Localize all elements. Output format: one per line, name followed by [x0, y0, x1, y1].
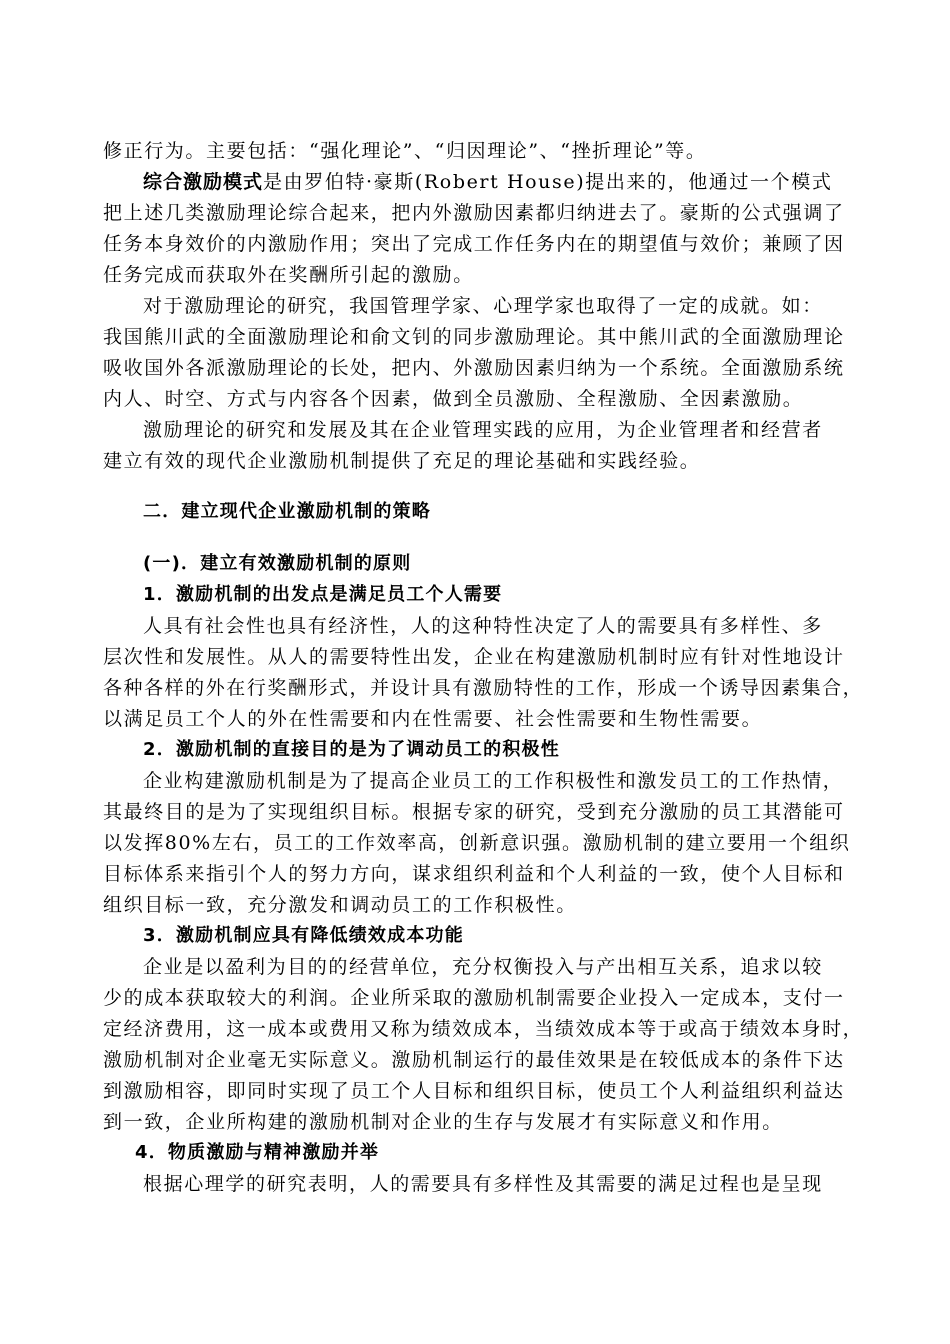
paragraph-line: 任务本身效价的内激励作用；突出了完成工作任务内在的期望值与效价；兼顾了因 [103, 233, 845, 255]
paragraph-line: 我国熊川武的全面激励理论和俞文钊的同步激励理论。其中熊川武的全面激励理论 [103, 326, 845, 348]
paragraph-line: 到一致，企业所构建的激励机制对企业的生存与发展才有实际意义和作用。 [103, 1111, 783, 1133]
paragraph-line: 激励理论的研究和发展及其在企业管理实践的应用，为企业管理者和经营者 [143, 419, 823, 441]
paragraph-line: 到激励相容，即同时实现了员工个人目标和组织目标，使员工个人利益组织利益达 [103, 1080, 845, 1102]
paragraph-line: 以发挥80%左右，员工的工作效率高，创新意识强。激励机制的建立要用一个组织 [103, 832, 851, 854]
item-heading: 2．激励机制的直接目的是为了调动员工的积极性 [143, 739, 560, 760]
paragraph-line: 企业构建激励机制是为了提高企业员工的工作积极性和激发员工的工作热情， [143, 770, 844, 792]
item-heading: 1．激励机制的出发点是满足员工个人需要 [143, 584, 503, 605]
paragraph-line: 各种各样的外在行奖酬形式，并设计具有激励特性的工作，形成一个诱导因素集合， [103, 677, 864, 699]
paragraph-line: 目标体系来指引个人的努力方向，谋求组织利益和个人利益的一致，使个人目标和 [103, 863, 845, 885]
paragraph-line: 对于激励理论的研究，我国管理学家、心理学家也取得了一定的成就。如： [143, 295, 823, 317]
paragraph-text: 是由罗伯特·豪斯(Robert House)提出来的，他通过一个模式 [263, 171, 833, 193]
paragraph-line: 层次性和发展性。从人的需要特性出发，企业在构建激励机制时应有针对性地设计 [103, 646, 845, 668]
paragraph-line: 吸收国外各派激励理论的长处，把内、外激励因素归纳为一个系统。全面激励系统 [103, 357, 845, 379]
paragraph-line: 根据心理学的研究表明，人的需要具有多样性及其需要的满足过程也是呈现 [143, 1173, 823, 1195]
paragraph-line: 组织目标一致，充分激发和调动员工的工作积极性。 [103, 894, 577, 916]
item-heading: 4．物质激励与精神激励并举 [135, 1142, 380, 1163]
subsection-heading: (一)．建立有效激励机制的原则 [143, 553, 412, 574]
paragraph-line: 其最终目的是为了实现组织目标。根据专家的研究，受到充分激励的员工其潜能可 [103, 801, 845, 823]
section-heading: 二．建立现代企业激励机制的策略 [143, 501, 431, 522]
paragraph-line: 修正行为。主要包括：“强化理论”、“归因理论”、“挫折理论”等。 [103, 140, 707, 162]
paragraph-line: 把上述几类激励理论综合起来，把内外激励因素都归纳进去了。豪斯的公式强调了 [103, 202, 845, 224]
paragraph-line [143, 170, 863, 194]
paragraph-line: 以满足员工个人的外在性需要和内在性需要、社会性需要和生物性需要。 [103, 708, 763, 730]
paragraph-line: 建立有效的现代企业激励机制提供了充足的理论基础和实践经验。 [103, 450, 701, 472]
paragraph-line: 人具有社会性也具有经济性，人的这种特性决定了人的需要具有多样性、多 [143, 615, 823, 637]
paragraph-line: 少的成本获取较大的利润。企业所采取的激励机制需要企业投入一定成本，支付一 [103, 987, 845, 1009]
paragraph-line: 激励机制对企业毫无实际意义。激励机制运行的最佳效果是在较低成本的条件下达 [103, 1049, 845, 1071]
paragraph-line: 定经济费用，这一成本或费用又称为绩效成本，当绩效成本等于或高于绩效本身时， [103, 1018, 864, 1040]
paragraph-line: 企业是以盈利为目的的经营单位，充分权衡投入与产出相互关系，追求以较 [143, 956, 823, 978]
paragraph-line: 任务完成而获取外在奖酬所引起的激励。 [103, 264, 474, 286]
term-emphasis: 综合激励模式 [143, 171, 264, 193]
paragraph-line: 内人、时空、方式与内容各个因素，做到全员激励、全程激励、全因素激励。 [103, 388, 804, 410]
item-heading: 3．激励机制应具有降低绩效成本功能 [143, 925, 464, 946]
